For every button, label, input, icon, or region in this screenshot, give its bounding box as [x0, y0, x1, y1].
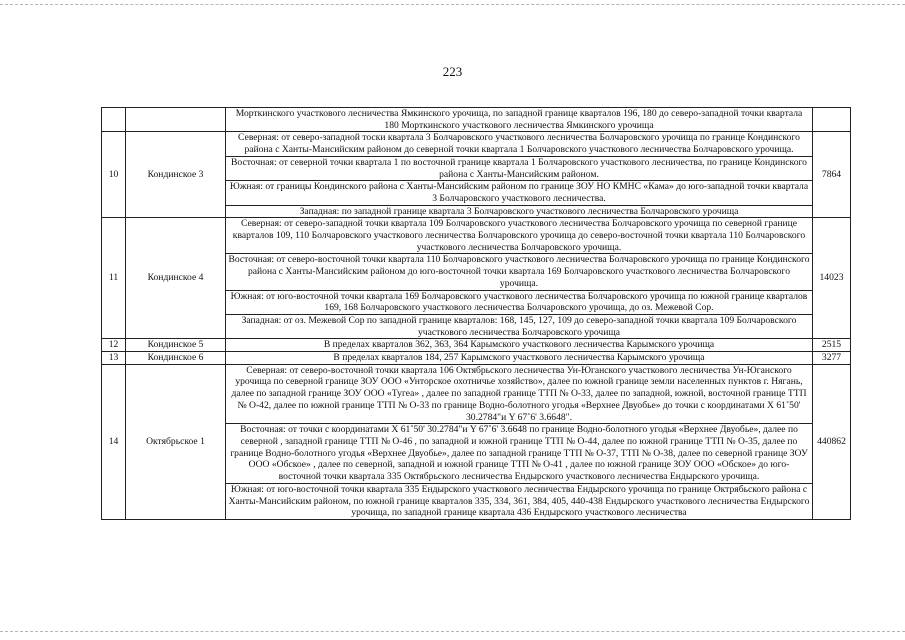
scan-edge-top [0, 4, 905, 7]
table-row [102, 339, 851, 352]
border-north: Северная: от северо-восточной точки квартала 106 Октябрьского лесничества Ун-Юганского участкового лесничества Ун-Юганского урочища по северной границе ЗОУ ООО «Унторское охотничье хозяйство», далее по южной границе земли населенных пунктов г. Нягань, далее по западной границе ЗОУ ООО «Тугеа» , далее по западной границе ТТП № О-33, далее по западной, южной, восточной границе ТТП № О-42, далее по южной границе ТТП № О-33 по границе Водно-болотного угодья «Верхнее Двуобье» до точки с координатами X 61˚50' 30.2784"и Y 67˚6' 3.6648". [226, 364, 813, 424]
border-description: В пределах кварталов 184, 257 Карымского участкового лесничества Карымского урочища [226, 352, 813, 365]
border-east: Восточная: от точки с координатами X 61˚50' 30.2784"и Y 67˚6' 3.6648 по границе Водно-болотного угодья «Верхнее Двуобье», далее по северной , западной границе ТТП № О-46 , по западной и южной границе ТТП № О-44, далее по южной границе ТТП № О-35, далее по границе Водно-болотного угодья «Верхнее Двуобье», далее по западной границе ТТП № О-37, ТТП № О-38, далее по северной границе ЗОУ ООО «Обское» , далее по северной, западной и южной границе ТТП № О-41 , далее по южной границе ЗОУ ООО «Обское» до юго-восточной точки квартала 335 Октябрьского лесничества Ендырского участкового лесничества Ендырского урочища. [226, 424, 813, 484]
page-number: 223 [442, 64, 463, 79]
border-south: Южная: от границы Кондинского района с Ханты-Мансийским районом по границе ЗОУ НО КМНС «Кама» до юго-западной точки квартала 3 Болчаровского участкового лесничества. [226, 181, 813, 205]
table-row [102, 364, 851, 424]
scan-edge-bottom [0, 631, 905, 634]
border-description: В пределах кварталов 362, 363, 364 Карымского участкового лесничества Карымского урочища [226, 339, 813, 352]
area-value: 14023 [813, 218, 851, 339]
border-north: Северная: от северо-западной тоски квартала 3 Болчаровского участкового лесничества Болчаровского урочища по границе Кондинского района с Ханты-Мансийским районом до северной точки квартала 1 Болчаровского участкового лесничества Болчаровского урочища. [226, 132, 813, 156]
row-number: 13 [102, 352, 126, 365]
area-value: 440862 [813, 364, 851, 519]
area-value: 3277 [813, 352, 851, 365]
row-number-cell [102, 108, 126, 132]
border-south: Южная: от юго-восточной точки квартала 169 Болчаровского участкового лесничества Болчаровского урочища по южной границе кварталов 169, 168 Болчаровского участкового лесничества Болчаровского урочища, до оз. Межевой Сор. [226, 290, 813, 314]
area-name: Октябрьское 1 [126, 364, 226, 519]
boundaries-table [101, 107, 851, 520]
table-row [102, 132, 851, 156]
area-value: 7864 [813, 132, 851, 218]
border-east: Восточная: от северо-восточной точки квартала 110 Болчаровского участкового лесничества Болчаровского урочища по границе Кондинского района с Ханты-Мансийским районом до юго-восточной точки квартала 169 Болчаровского участкового лесничества Болчаровского урочища. [226, 254, 813, 290]
row-number: 11 [102, 218, 126, 339]
row-number: 14 [102, 364, 126, 519]
table-row [102, 352, 851, 365]
area-value-cell [813, 108, 851, 132]
border-west: Западная: по западной границе квартала 3 Болчаровского участкового лесничества Болчаровского урочища [226, 205, 813, 218]
area-name-cell [126, 108, 226, 132]
border-west: Западная: от оз. Межевой Сор по западной границе кварталов: 168, 145, 127, 109 до северо-западной точки квартала 109 Болчаровского участкового лесничества Болчаровского урочища [226, 314, 813, 338]
row-number: 10 [102, 132, 126, 218]
area-name: Кондинское 3 [126, 132, 226, 218]
border-north: Северная: от северо-западной точки квартала 109 Болчаровского участкового лесничества Болчаровского урочища по северной границе кварталов 109, 110 Болчаровского участкового лесничества Болчаровского урочища до северо-восточной точки квартала 110 Болчаровского участкового лесничества Болчаровского урочища. [226, 218, 813, 254]
area-name: Кондинское 6 [126, 352, 226, 365]
row-number: 12 [102, 339, 126, 352]
area-value: 2515 [813, 339, 851, 352]
border-description: Морткинского участкового лесничества Ямкинского урочища, по западной границе кварталов 196, 180 до северо-западной точки квартала 180 Морткинского участкового лесничества Ямкинского урочища [226, 108, 813, 132]
table-row-continuation [102, 108, 851, 132]
area-name: Кондинское 4 [126, 218, 226, 339]
area-name: Кондинское 5 [126, 339, 226, 352]
border-east: Восточная: от северной точки квартала 1 по восточной границе квартала 1 Болчаровского участкового лесничества, по границе Кондинского района с Ханты-Мансийским районом. [226, 156, 813, 180]
table-row [102, 218, 851, 254]
border-south: Южная: от юго-восточной точки квартала 335 Ендырского участкового лесничества Ендырского урочища по границе Октрябьского района с Ханты-Мансийским районом, по южной границе кварталов 335, 334, 361, 384, 405, 440-438 Ендырского участкового лесничества Ендырского урочища, по западной границе квартала 436 Ендырского участкового лесничества [226, 483, 813, 519]
